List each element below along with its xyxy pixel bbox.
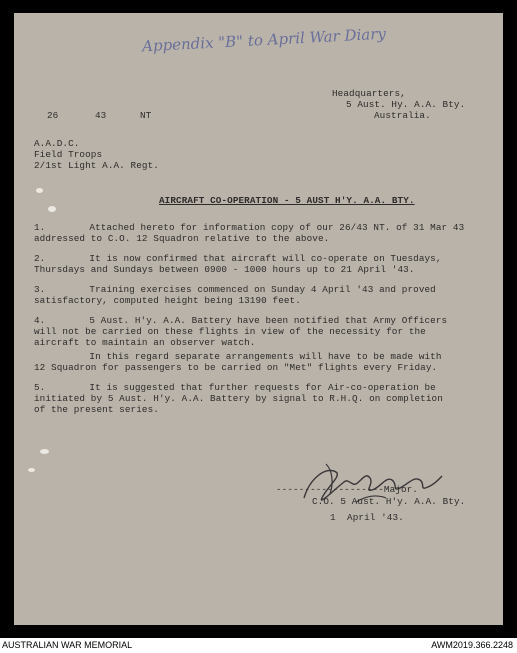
reference-code: NT xyxy=(140,110,152,121)
sender-line-2: 5 Aust. Hy. A.A. Bty. xyxy=(346,99,466,110)
paragraph-line: of the present series. xyxy=(34,404,159,415)
paragraph-line: Thursdays and Sundays between 0900 - 1000 hours up to 21 April '43. xyxy=(34,264,415,275)
paragraph-number: 2. xyxy=(34,253,46,264)
paragraph-line: aircraft to maintain an observer watch. xyxy=(34,337,256,348)
paragraph-line: Attached hereto for information copy of our 26/43 NT. of 31 Mar 43 xyxy=(44,222,465,233)
paragraph-line: satisfactory, computed height being 13190 feet. xyxy=(34,295,301,306)
archive-reference: AWM2019.366.2248 xyxy=(431,640,513,650)
paper-mark xyxy=(40,449,49,454)
paragraph-line: In this regard separate arrangements will have to be made with xyxy=(44,351,442,362)
document-page xyxy=(14,13,503,625)
document-title: AIRCRAFT CO-OPERATION - 5 AUST H'Y. A.A. BTY. xyxy=(159,195,415,206)
paragraph-number: 4. xyxy=(34,315,46,326)
paragraph-number: 1. xyxy=(34,222,46,233)
paragraph-line: 12 Squadron for passengers to be carried on "Met" flights every Friday. xyxy=(34,362,438,373)
paragraph-number: 3. xyxy=(34,284,46,295)
handwritten-annotation: Appendix "B" to April War Diary xyxy=(141,24,387,56)
sender-line-3: Australia. xyxy=(374,110,431,121)
addressee-line-2: Field Troops xyxy=(34,149,103,160)
paragraph-line: will not be carried on these flights in view of the necessity for the xyxy=(34,326,426,337)
reference-year: 43 xyxy=(95,110,107,121)
paragraph-line: initiated by 5 Aust. H'y. A.A. Battery by signal to R.H.Q. on completion xyxy=(34,393,443,404)
paragraph-line: addressed to C.O. 12 Squadron relative to the above. xyxy=(34,233,330,244)
paper-mark xyxy=(48,206,56,212)
paragraph-line: Training exercises commenced on Sunday 4 April '43 and proved xyxy=(44,284,436,295)
paragraph-number: 5. xyxy=(34,382,46,393)
paper-mark xyxy=(36,188,43,193)
reference-number: 26 xyxy=(47,110,59,121)
paper-mark xyxy=(28,468,35,472)
addressee-line-1: A.A.D.C. xyxy=(34,138,80,149)
signature-rank-line: -------------------Major. xyxy=(276,484,418,495)
sender-line-1: Headquarters, xyxy=(332,88,406,99)
archive-footer xyxy=(0,638,517,653)
archive-name: AUSTRALIAN WAR MEMORIAL xyxy=(2,640,133,650)
paragraph-line: It is now confirmed that aircraft will co-operate on Tuesdays, xyxy=(44,253,442,264)
signature-date: 1 April '43. xyxy=(330,512,404,523)
addressee-line-3: 2/1st Light A.A. Regt. xyxy=(34,160,159,171)
signature-office: C.O. 5 Aust. H'y. A.A. Bty. xyxy=(312,496,466,507)
paragraph-line: 5 Aust. H'y. A.A. Battery have been notified that Army Officers xyxy=(44,315,448,326)
paragraph-line: It is suggested that further requests for Air-co-operation be xyxy=(44,382,436,393)
